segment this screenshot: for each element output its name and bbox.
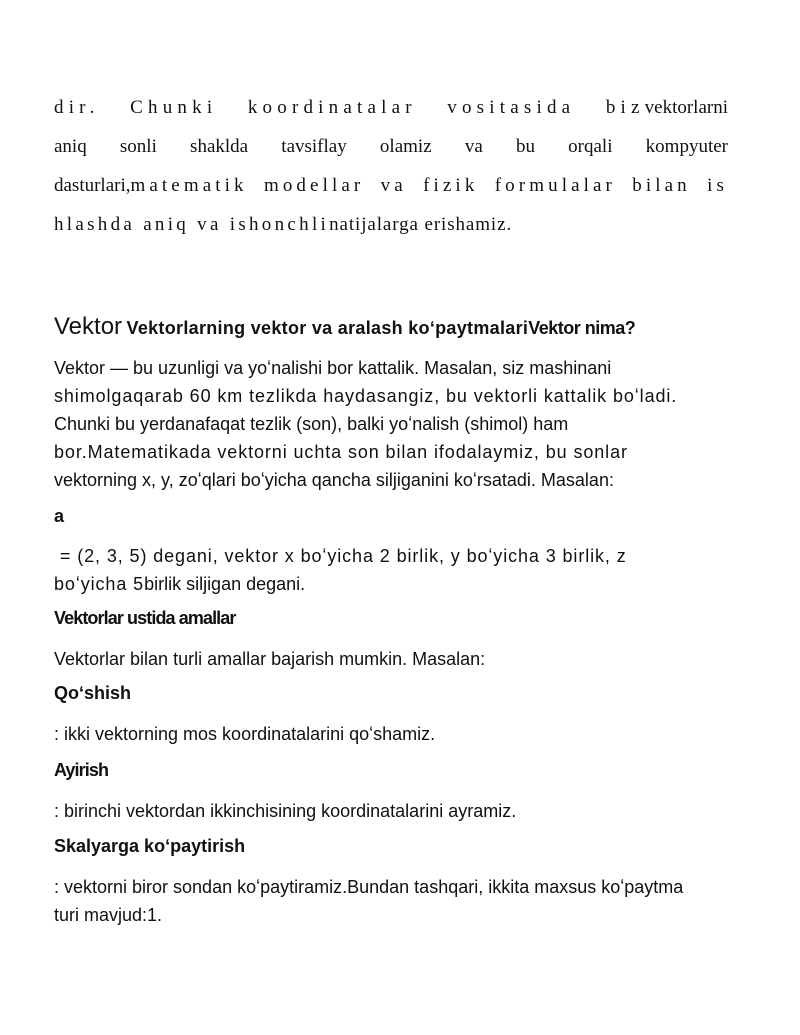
paragraph-example (54, 542, 730, 598)
section-heading (54, 313, 754, 341)
intro-line-1 (54, 88, 728, 127)
heading-prefix: Vektor (54, 313, 123, 340)
para1-line-1: Vektor — bu uzunligi va yoʻnalishi bor kattalik. Masalan, siz mashinani (54, 358, 612, 378)
heading-title: Vektorlarning vektor va aralash koʻpaytmalari (126, 318, 529, 338)
heading-tail: Vektor nima? (528, 318, 636, 338)
intro-line-3-start: dasturlari, (54, 175, 131, 196)
scalar-text (54, 873, 730, 929)
intro-line-3 (54, 166, 728, 205)
intro-line-4-rest: natijalarga erishamiz. (329, 214, 513, 235)
sub-text: : birinchi vektordan ikkinchisining koordinatalarini ayramiz. (54, 801, 517, 821)
intro-line-4 (54, 205, 728, 244)
intro-line-3-spaced: matematik modellar va fizik formulalar bilan is (130, 175, 728, 196)
intro-line-4-spaced: hlashda aniq va ishonchli (54, 214, 330, 235)
paragraph-definition (54, 354, 730, 494)
scalar-text-line-1: : vektorni biror sondan koʻpaytiramiz.Bundan tashqari, ikkita maxsus koʻpaytma (54, 877, 684, 897)
ops-intro: Vektorlar bilan turli amallar bajarish mumkin. Masalan: (54, 649, 486, 669)
intro-line-1-spaced: dir. Chunki koordinatalar vositasida biz (54, 97, 645, 118)
para2-line-2-spaced: boʻyicha 5 (54, 574, 145, 594)
intro-line-2: aniq sonli shaklda tavsiflay olamiz va bu orqali kompyuter (54, 136, 728, 157)
add-text: : ikki vektorning mos koordinatalarini qoʻshamiz. (54, 724, 436, 744)
scalar-heading: Skalyarga koʻpaytirish (54, 836, 246, 856)
para1-line-2: shimolgaqarab 60 km tezlikda haydasangiz, bu vektorli kattalik boʻladi. (54, 386, 678, 406)
para1-line-4: bor.Matematikada vektorni uchta son bilan ifodalaymiz, bu sonlar (54, 442, 628, 462)
para2-line-2-rest: birlik siljigan degani. (144, 574, 306, 594)
scalar-text-line-2: turi mavjud:1. (54, 905, 163, 925)
para2-line-1: = (2, 3, 5) degani, vektor x boʻyicha 2 birlik, y boʻyicha 3 birlik, z (54, 546, 627, 566)
intro-paragraph (54, 88, 728, 244)
ops-heading: Vektorlar ustida amallar (54, 608, 236, 628)
intro-line-1-rest: vektorlarni (644, 97, 728, 118)
vector-symbol: a (54, 506, 65, 526)
para1-line-3: Chunki bu yerdanafaqat tezlik (son), balki yoʻnalish (shimol) ham (54, 414, 569, 434)
para1-line-5: vektorning x, y, zoʻqlari boʻyicha qancha siljiganini koʻrsatadi. Masalan: (54, 470, 614, 490)
sub-heading: Ayirish (54, 760, 109, 780)
add-heading: Qoʻshish (54, 683, 132, 703)
